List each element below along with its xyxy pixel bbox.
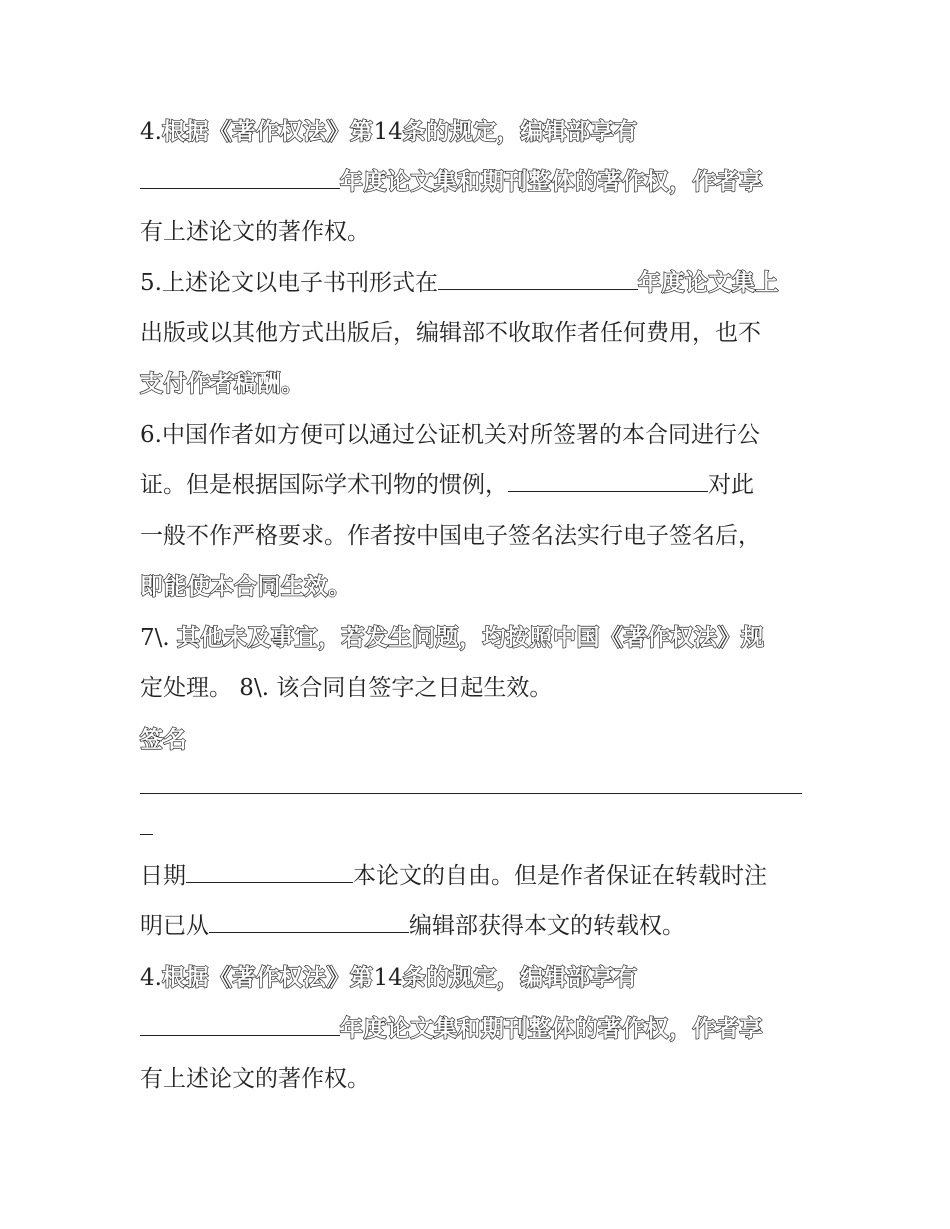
date-line-2-suffix: 编辑部获得本文的转载权。 xyxy=(409,913,685,939)
p4a-line-2 xyxy=(140,166,763,198)
date-label: 日期 xyxy=(140,863,186,889)
p7-line-1 xyxy=(140,622,765,654)
p4b-line-3 xyxy=(140,1063,370,1095)
p5-line-2-text: 出版或以其他方式出版后，编辑部不收取作者任何费用，也不 xyxy=(140,320,761,346)
p6-line-1 xyxy=(140,419,760,451)
p7-line-2-text: 定处理。 8\. 该合同自签字之日起生效。 xyxy=(140,675,553,701)
blank-line xyxy=(140,1013,340,1036)
blank-line xyxy=(209,910,409,933)
p7-number: 7\. xyxy=(140,625,178,651)
p4a-line-3 xyxy=(140,216,370,248)
p5-prefix: 5.上述论文以电子书刊形式在 xyxy=(140,270,438,296)
p6-line-3-text: 一般不作严格要求。作者按中国电子签名法实行电子签名后， xyxy=(140,523,761,549)
p6-line-4 xyxy=(140,571,352,603)
p4b-article-number: 14 xyxy=(373,965,403,991)
p4b-line-2 xyxy=(140,1013,763,1045)
date-blank-line xyxy=(186,860,353,883)
p4a-line-1 xyxy=(140,116,638,148)
blank-line xyxy=(140,166,340,189)
p5-line-2 xyxy=(140,317,761,349)
p4b-text: 根据《著作权法》第 xyxy=(161,965,374,991)
p4b-text-rest: 条的规定，编辑部享有 xyxy=(402,965,638,991)
p6-line-1-text: 6.中国作者如方便可以通过公证机关对所签署的本合同进行公 xyxy=(140,422,760,448)
p4a-text: 根据《著作权法》第 xyxy=(161,119,374,145)
p5-line-3-text: 支付作者稿酬。 xyxy=(140,371,305,397)
date-line-1-suffix: 本论文的自由。但是作者保证在转载时注 xyxy=(353,863,767,889)
p5-suffix: 年度论文集上 xyxy=(637,270,779,296)
p6-line-3 xyxy=(140,520,761,552)
signature-label: 签名 xyxy=(140,727,187,753)
blank-line xyxy=(508,469,708,492)
p4b-number: 4. xyxy=(140,965,162,991)
p4a-text-rest: 条的规定，编辑部享有 xyxy=(402,119,638,145)
p7-text: 其他未及事宜，若发生问题，均按照中国《著作权法》规 xyxy=(177,625,765,651)
p4b-line-1 xyxy=(140,962,638,994)
p6-prefix: 证。但是根据国际学术刊物的惯例， xyxy=(140,472,508,498)
p5-line-1 xyxy=(140,267,779,299)
p4a-number: 4. xyxy=(140,119,162,145)
p4a-article-number: 14 xyxy=(373,119,403,145)
date-line-2-prefix: 明已从 xyxy=(140,913,209,939)
p6-line-2 xyxy=(140,469,754,501)
p6-suffix: 对此 xyxy=(708,472,754,498)
blank-line xyxy=(438,267,638,290)
signature-label-line xyxy=(140,724,187,756)
p4b-line-3-text: 有上述论文的著作权。 xyxy=(140,1066,370,1092)
date-line-1 xyxy=(140,860,767,892)
p6-line-4-text: 即能使本合同生效。 xyxy=(140,574,352,600)
p4a-line-3-text: 有上述论文的著作权。 xyxy=(140,219,370,245)
date-line-2 xyxy=(140,910,685,942)
p4b-line-2-text: 年度论文集和期刊整体的著作权，作者享 xyxy=(340,1016,763,1042)
p5-line-3 xyxy=(140,368,305,400)
signature-blank-line xyxy=(140,793,802,794)
p4a-line-2-text: 年度论文集和期刊整体的著作权，作者享 xyxy=(340,169,763,195)
p7-line-2 xyxy=(140,672,552,704)
signature-blank-line-wrap xyxy=(140,834,153,835)
